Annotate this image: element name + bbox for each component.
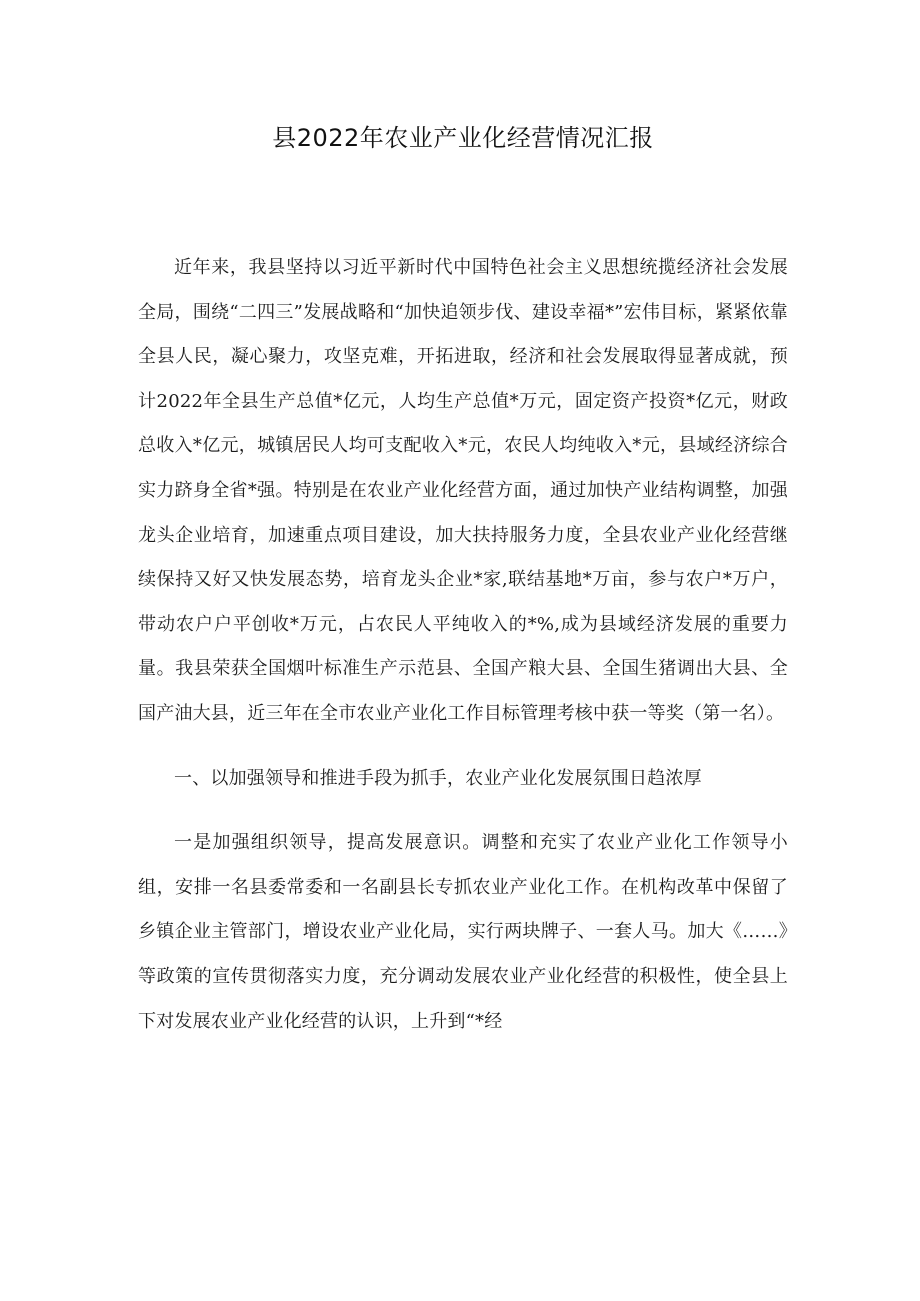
paragraph-intro: 近年来，我县坚持以习近平新时代中国特色社会主义思想统揽经济社会发展全局，围绕“二四三”发展战略和“加快追领步伐、建设幸福*”宏伟目标，紧紧依靠全县人民，凝心聚力，攻坚克难，开拓进取，经济和社会发展取得显著成就，预计2022年全县生产总值*亿元，人均生产总值*万元，固定资产投资*亿元，财政总收入*亿元，城镇居民人均可支配收入*元，农民人均纯收入*元，县域经济综合实力跻身全省*强。特别是在农业产业化经营方面，通过加快产业结构调整，加强龙头企业培育，加速重点项目建设，加大扶持服务力度，全县农业产业化经营继续保持又好又快发展态势，培育龙头企业*家,联结基地*万亩，参与农户*万户，带动农户户平创收*万元，占农民人平纯收入的*%,成为县域经济发展的重要力量。我县荣获全国烟叶标准生产示范县、全国产粮大县、全国生猪调出大县、全国产油大县，近三年在全市农业产业化工作目标管理考核中获一等奖（第一名）。	[138, 257, 788, 724]
document-title: 县2022年农业产业化经营情况汇报	[272, 124, 654, 152]
section-heading-1: 一、以加强领导和推进手段为抓手，农业产业化发展氛围日趋浓厚	[174, 767, 702, 789]
paragraph-point-1: 一是加强组织领导，提高发展意识。调整和充实了农业产业化工作领导小组，安排一名县委常委和一名副县长专抓农业产业化工作。在机构改革中保留了乡镇企业主管部门，增设农业产业化局，实行两块牌子、一套人马。加大《……》等政策的宣传贯彻落实力度，充分调动发展农业产业化经营的积极性，使全县上下对发展农业产业化经营的认识，上升到“*经	[138, 832, 788, 1032]
